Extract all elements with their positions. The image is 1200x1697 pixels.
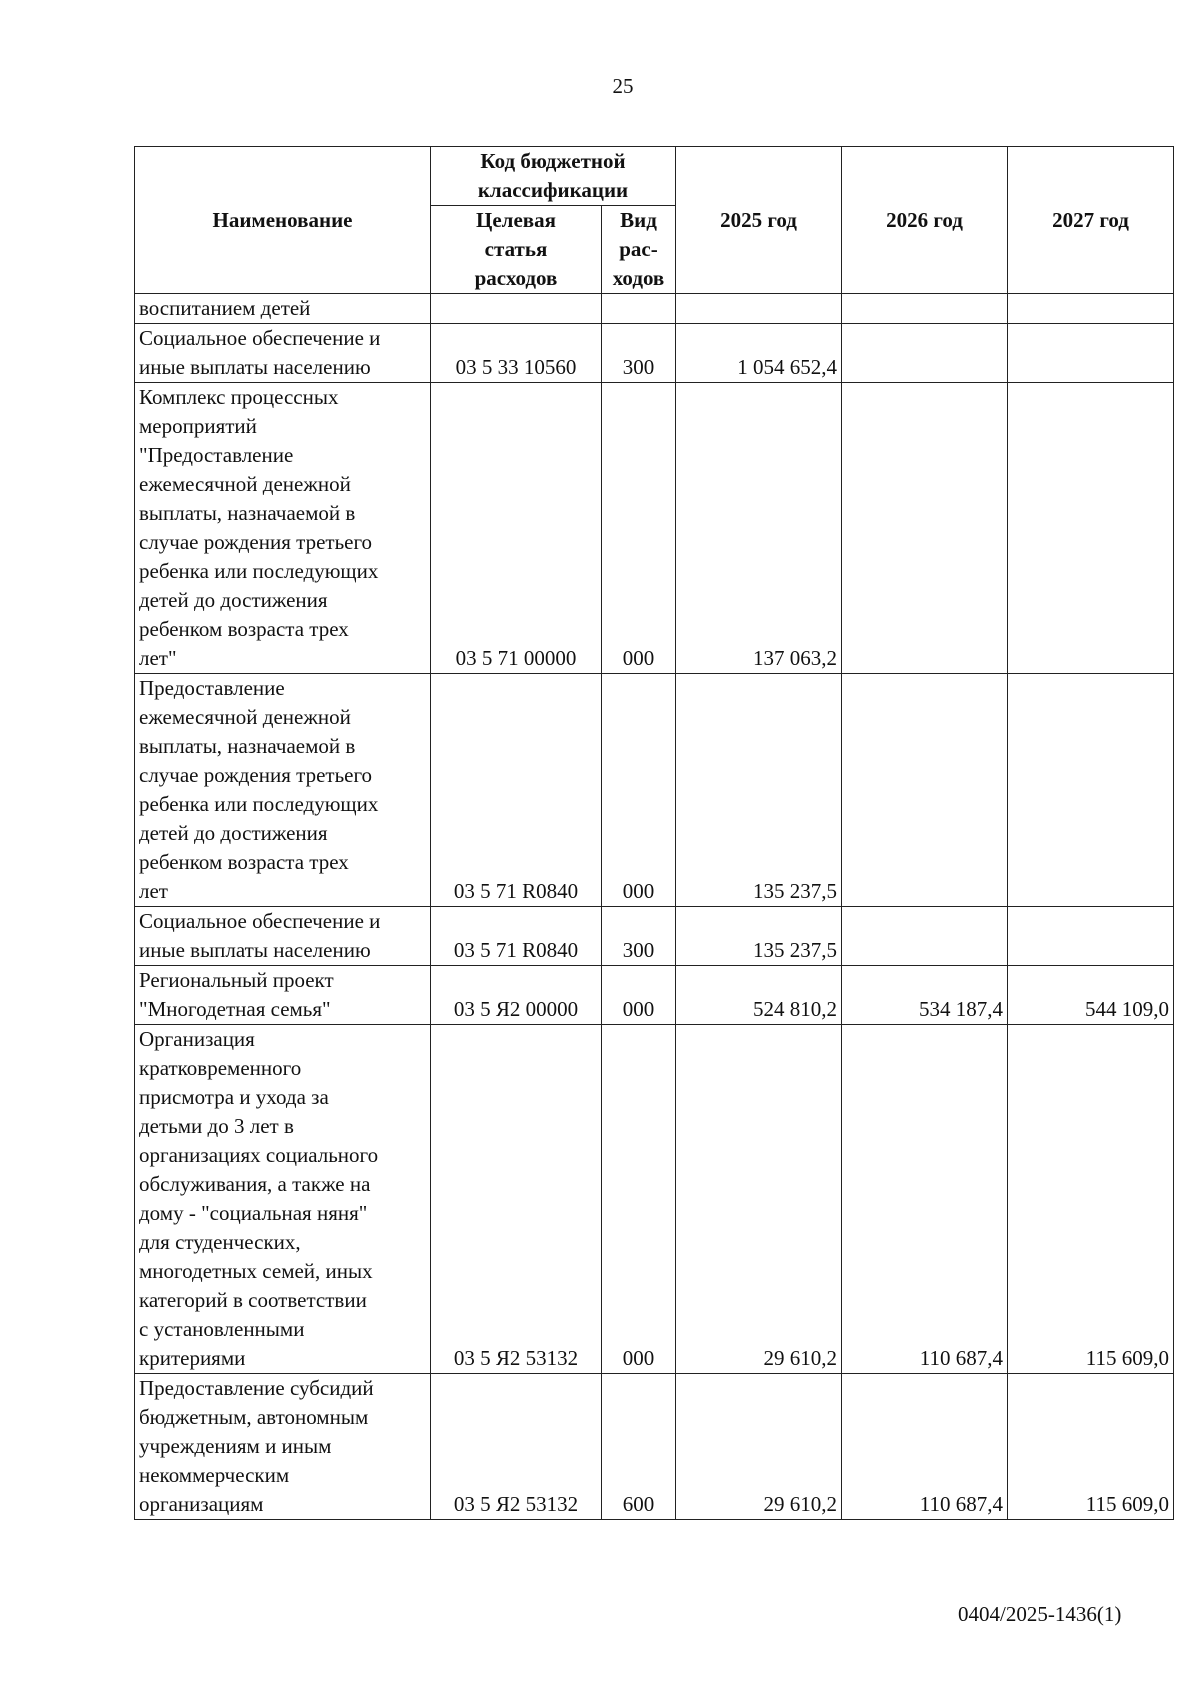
row-name: воспитанием детей (135, 294, 431, 324)
row-expense-type (602, 294, 676, 324)
row-target-code: 03 5 Я2 53132 (431, 1374, 602, 1520)
header-2027: 2027 год (1008, 147, 1174, 294)
header-target-article: Целевая статья расходов (431, 206, 602, 294)
row-value-2027 (1008, 383, 1174, 674)
table-row (135, 907, 1174, 966)
row-value-2027 (1008, 324, 1174, 383)
row-value-2027 (1008, 907, 1174, 966)
row-expense-type: 300 (602, 324, 676, 383)
row-value-2027: 544 109,0 (1008, 966, 1174, 1025)
table-row (135, 674, 1174, 907)
row-expense-type: 000 (602, 966, 676, 1025)
row-expense-type: 000 (602, 1025, 676, 1374)
row-value-2025 (676, 294, 842, 324)
row-name: Социальное обеспечение и иные выплаты населению (135, 907, 431, 966)
row-value-2026: 110 687,4 (842, 1025, 1008, 1374)
header-code-group: Код бюджетной классификации (431, 147, 676, 206)
row-value-2025: 524 810,2 (676, 966, 842, 1025)
row-value-2026 (842, 907, 1008, 966)
row-expense-type: 000 (602, 383, 676, 674)
row-value-2027 (1008, 294, 1174, 324)
row-value-2025: 135 237,5 (676, 674, 842, 907)
row-expense-type: 000 (602, 674, 676, 907)
row-name: Социальное обеспечение и иные выплаты населению (135, 324, 431, 383)
row-target-code: 03 5 71 00000 (431, 383, 602, 674)
document-code: 0404/2025-1436(1) (958, 1602, 1122, 1626)
page-number: 25 (612, 74, 634, 98)
row-expense-type: 600 (602, 1374, 676, 1520)
table-row (135, 966, 1174, 1025)
row-target-code: 03 5 71 R0840 (431, 674, 602, 907)
row-name: Предоставление субсидий бюджетным, автономным учреждениям и иным некоммерческим организациям (135, 1374, 431, 1520)
row-value-2027: 115 609,0 (1008, 1025, 1174, 1374)
table-row (135, 324, 1174, 383)
header-name: Наименование (135, 147, 431, 294)
row-value-2025: 29 610,2 (676, 1374, 842, 1520)
row-value-2026 (842, 324, 1008, 383)
row-value-2027 (1008, 674, 1174, 907)
table-row (135, 1025, 1174, 1374)
row-value-2026: 110 687,4 (842, 1374, 1008, 1520)
row-value-2026 (842, 674, 1008, 907)
budget-table (134, 146, 1174, 1520)
row-name: Организация кратковременного присмотра и ухода за детьми до 3 лет в организациях социального обслуживания, а также на дому - "социальная няня" для студенческих, многодетных семей, иных категорий в соответствии с установленными критериями (135, 1025, 431, 1374)
row-value-2025: 135 237,5 (676, 907, 842, 966)
row-value-2027: 115 609,0 (1008, 1374, 1174, 1520)
row-target-code: 03 5 33 10560 (431, 324, 602, 383)
row-target-code (431, 294, 602, 324)
row-target-code: 03 5 71 R0840 (431, 907, 602, 966)
row-value-2025: 29 610,2 (676, 1025, 842, 1374)
row-name: Региональный проект "Многодетная семья" (135, 966, 431, 1025)
row-target-code: 03 5 Я2 53132 (431, 1025, 602, 1374)
header-2026: 2026 год (842, 147, 1008, 294)
header-2025: 2025 год (676, 147, 842, 294)
table-row (135, 1374, 1174, 1520)
row-name: Комплекс процессных мероприятий "Предоставление ежемесячной денежной выплаты, назначаемой в случае рождения третьего ребенка или последующих детей до достижения ребенком возраста трех лет" (135, 383, 431, 674)
table-row (135, 294, 1174, 324)
row-target-code: 03 5 Я2 00000 (431, 966, 602, 1025)
row-name: Предоставление ежемесячной денежной выплаты, назначаемой в случае рождения третьего ребенка или последующих детей до достижения ребенком возраста трех лет (135, 674, 431, 907)
row-expense-type: 300 (602, 907, 676, 966)
table-row (135, 383, 1174, 674)
row-value-2025: 137 063,2 (676, 383, 842, 674)
row-value-2025: 1 054 652,4 (676, 324, 842, 383)
row-value-2026: 534 187,4 (842, 966, 1008, 1025)
row-value-2026 (842, 294, 1008, 324)
header-expense-type: Вид рас-ходов (602, 206, 676, 294)
row-value-2026 (842, 383, 1008, 674)
